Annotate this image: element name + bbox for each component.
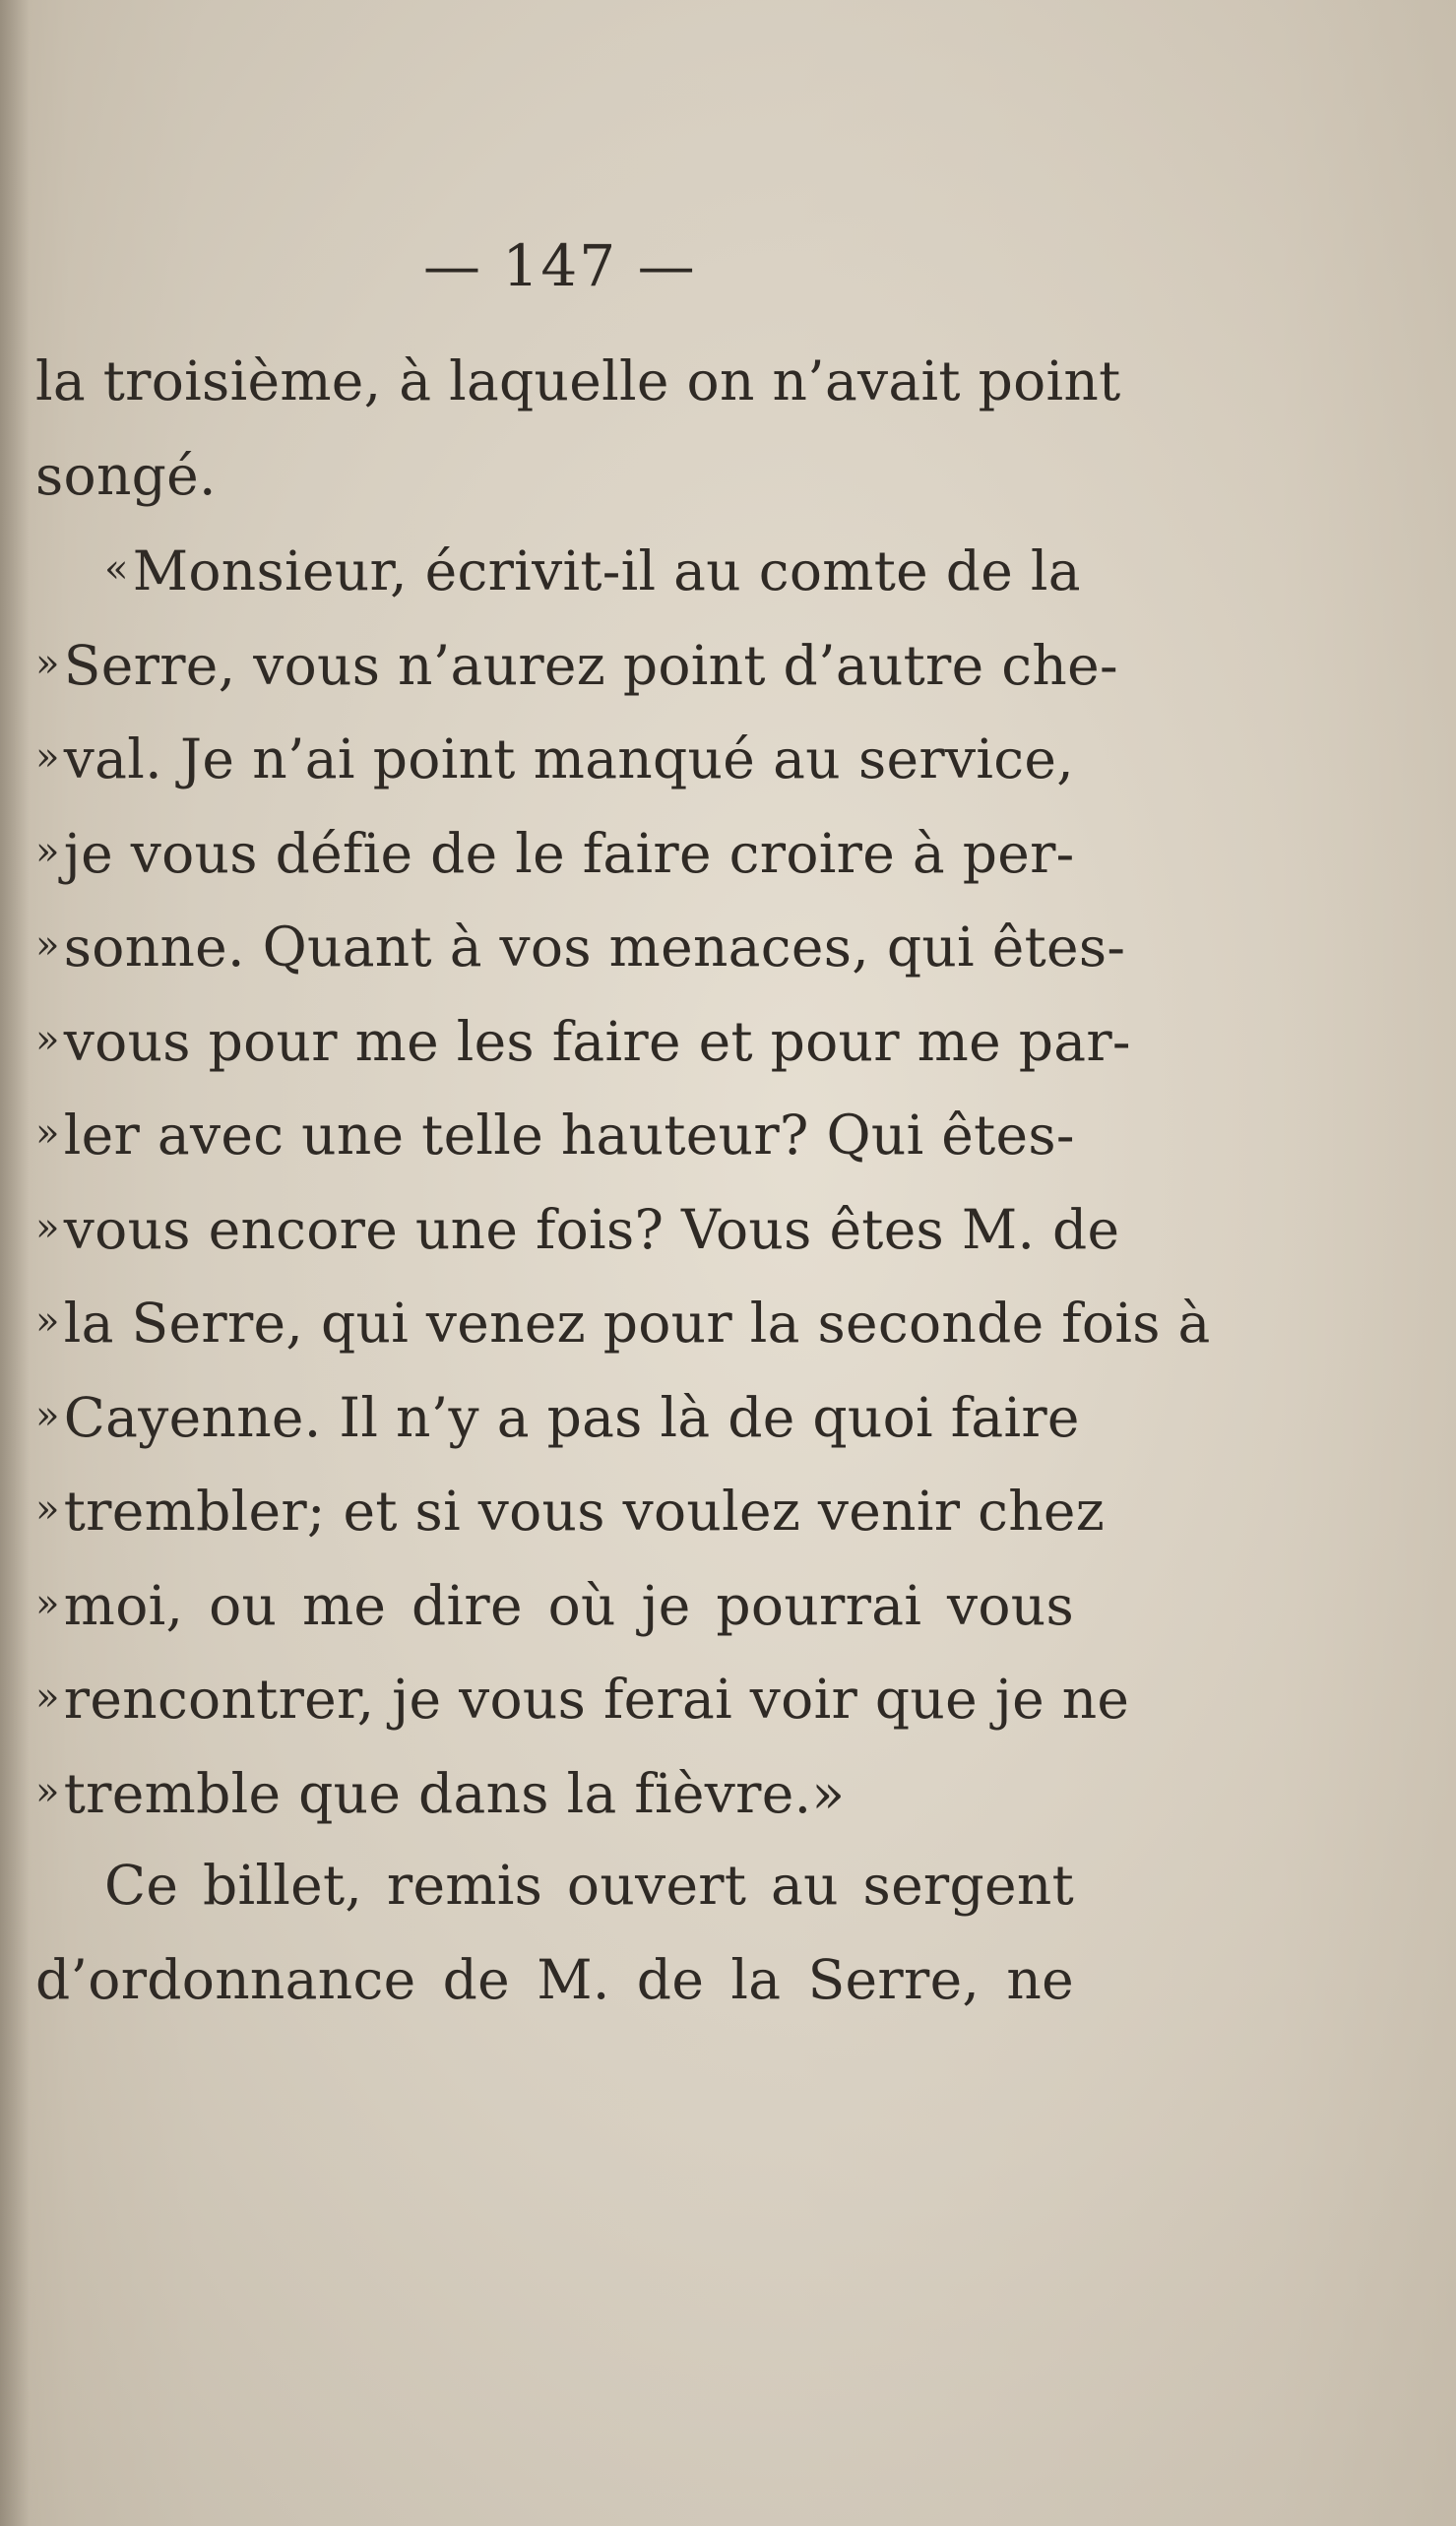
line-text: ler avec une telle hauteur? Qui êtes- bbox=[63, 1104, 1075, 1167]
line-text: moi, ou me dire où je pourrai vous bbox=[63, 1573, 1074, 1637]
line-text: sonne. Quant à vos menaces, qui êtes- bbox=[63, 916, 1126, 979]
text-line bbox=[35, 1369, 1080, 1464]
text-line bbox=[35, 805, 1074, 900]
text-line bbox=[35, 1557, 1074, 1652]
line-text: trembler; et si vous voulez venir chez bbox=[63, 1480, 1106, 1543]
line-text: Ce billet, remis ouvert au sergent bbox=[104, 1854, 1074, 1917]
line-text: je vous défie de le faire croire à per- bbox=[63, 821, 1075, 885]
text-line bbox=[35, 1275, 1211, 1369]
line-text: la troisième, à laquelle on n’avait point bbox=[35, 349, 1121, 412]
text-line bbox=[35, 993, 1131, 1088]
line-text: Serre, vous n’aurez point d’autre che- bbox=[63, 633, 1118, 697]
line-text: val. Je n’ai point manqué au service, bbox=[63, 727, 1074, 790]
text-line bbox=[35, 1839, 1074, 1933]
quote-mark: » bbox=[35, 1392, 60, 1438]
quote-mark: » bbox=[35, 828, 60, 874]
text-line bbox=[35, 617, 1118, 712]
quote-mark: » bbox=[35, 1204, 60, 1250]
text-line bbox=[35, 1087, 1074, 1181]
quote-mark: » bbox=[35, 922, 60, 968]
text-line bbox=[35, 335, 1121, 429]
quote-mark: » bbox=[35, 1016, 60, 1062]
text-line bbox=[35, 711, 1074, 805]
quote-mark: » bbox=[35, 1486, 60, 1532]
text-line bbox=[35, 1745, 1074, 1840]
line-text: rencontrer, je vous ferai voir que je ne bbox=[63, 1668, 1130, 1731]
text-line bbox=[35, 1651, 1130, 1745]
quote-mark: » bbox=[35, 640, 60, 686]
line-text: d’ordonnance de M. de la Serre, ne bbox=[35, 1947, 1074, 2011]
quote-mark: « bbox=[104, 546, 129, 592]
quote-mark: » bbox=[35, 1580, 60, 1626]
quote-mark: » bbox=[35, 1674, 60, 1720]
quote-mark: » bbox=[35, 1298, 60, 1344]
text-line bbox=[35, 1181, 1120, 1276]
quote-mark: » bbox=[35, 1768, 60, 1814]
line-text: vous encore une fois? Vous êtes M. de bbox=[63, 1197, 1120, 1261]
line-text: Monsieur, écrivit-il au comte de la bbox=[132, 539, 1081, 602]
line-text: la Serre, qui venez pour la seconde fois à bbox=[63, 1292, 1211, 1355]
text-line bbox=[35, 429, 1074, 524]
line-text: Cayenne. Il n’y a pas là de quoi faire bbox=[63, 1385, 1080, 1449]
text-line bbox=[35, 1463, 1106, 1557]
line-text: vous pour me les faire et pour me par- bbox=[63, 1009, 1131, 1073]
text-line bbox=[35, 523, 1081, 617]
page-number: — 147 — bbox=[423, 232, 697, 299]
line-text: tremble que dans la fièvre.» bbox=[63, 1761, 846, 1825]
text-line bbox=[35, 899, 1126, 993]
body-text bbox=[35, 335, 1211, 2027]
quote-mark: » bbox=[35, 1110, 60, 1156]
quote-mark: » bbox=[35, 734, 60, 780]
line-text: songé. bbox=[35, 443, 217, 507]
text-line bbox=[35, 1933, 1074, 2028]
